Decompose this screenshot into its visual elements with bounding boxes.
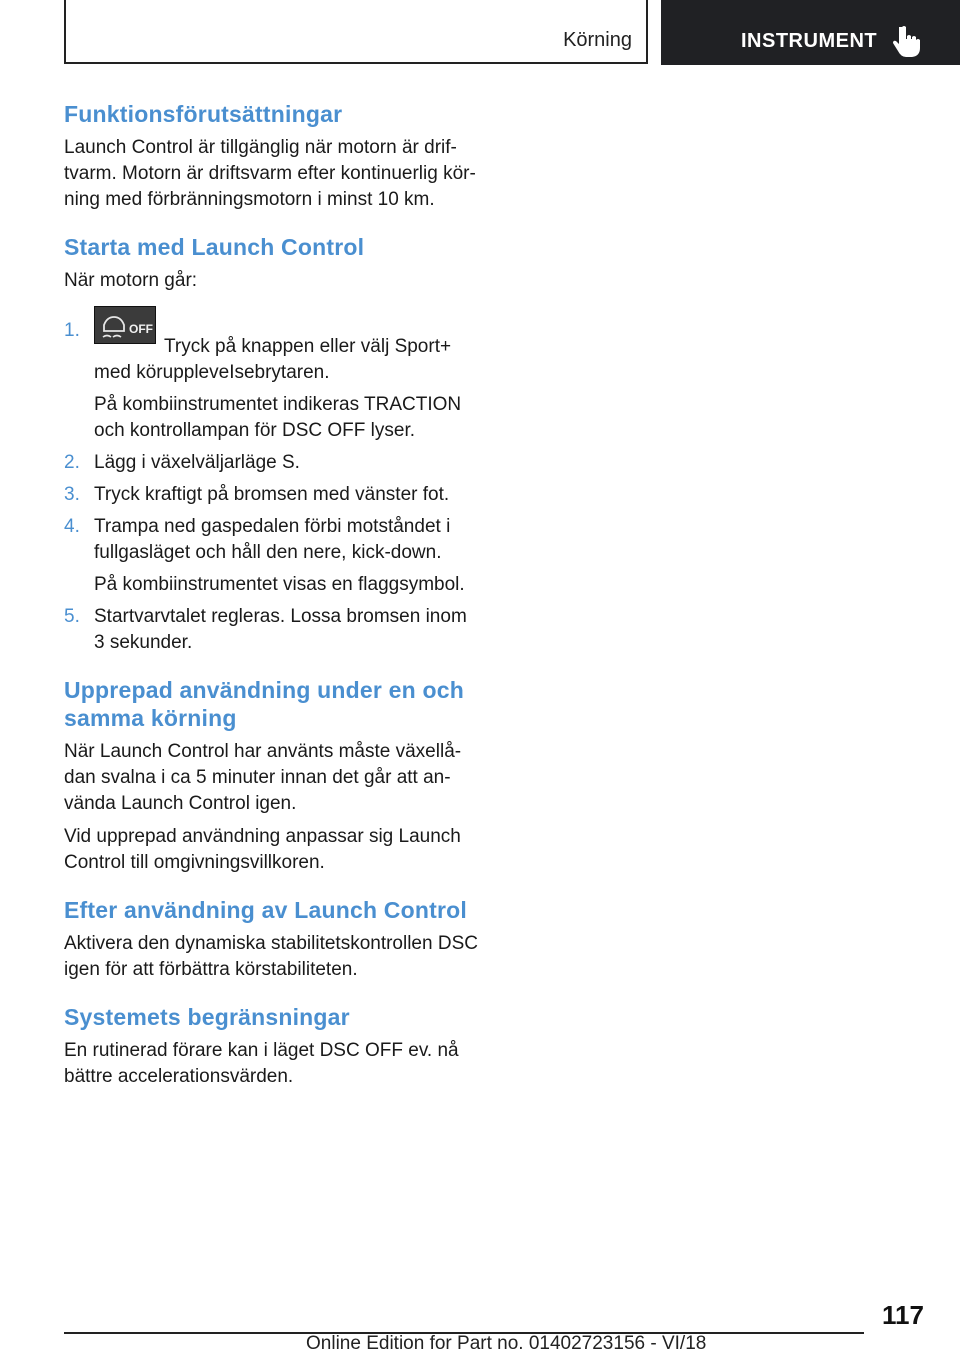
dsc-off-label: OFF (129, 322, 153, 336)
chapter-title: INSTRUMENT (741, 30, 878, 52)
section-system-limits (64, 1003, 484, 1090)
step-number: 1. (64, 320, 80, 341)
heading: Upprepad användning under en och samma körning (64, 677, 464, 731)
heading: Systemets begränsningar (64, 1004, 350, 1030)
list-item (64, 514, 484, 598)
step-number: 3. (64, 484, 80, 505)
list-item (64, 482, 484, 508)
step-text: Tryck kraftigt på bromsen med vänster fot. (94, 484, 450, 505)
section-repeated-use (64, 676, 484, 876)
step-text: Lägg i växelväljarläge S. (94, 452, 300, 473)
step-note: På kombiinstrumentet visas en flaggsymbol. (94, 574, 465, 595)
paragraph: När motorn går: (64, 270, 198, 291)
paragraph: Vid upprepad användning anpassar sig Launch Control till omgivningsvillkoren. (64, 826, 461, 873)
paragraph: Aktivera den dynamiska stabilitetskontrollen DSC igen för att förbättra körstabiliteten. (64, 933, 478, 980)
edition-note: Online Edition for Part no. 01402723156 - VI/18 (306, 1333, 707, 1354)
step-note: På kombiinstrumentet indikeras TRACTION och kontrollampan för DSC OFF lyser. (94, 394, 462, 441)
list-item (64, 318, 484, 444)
list-item (64, 604, 484, 656)
page-content (64, 100, 484, 1110)
paragraph: Launch Control är tillgänglig när motorn är drif- tvarm. Motorn är driftsvarm efter kontinuerlig kör- ning med förbränningsmotorn i minst 10 km. (64, 137, 476, 210)
step-number: 4. (64, 516, 80, 537)
section-functional-requirements (64, 100, 484, 213)
section-title: Körning (563, 29, 632, 51)
step-text: Trampa ned gaspedalen förbi motståndet i fullgasläget och håll den nere, kick-down. (94, 516, 451, 563)
header-chapter-box (661, 0, 960, 65)
heading: Efter användning av Launch Control (64, 897, 467, 923)
pointing-hand-icon (893, 25, 921, 57)
step-number: 5. (64, 606, 80, 627)
step-text: Startvarvtalet regleras. Lossa bromsen inom 3 sekunder. (94, 606, 467, 653)
header-section-box (64, 0, 648, 64)
heading: Funktionsförutsättningar (64, 101, 343, 127)
paragraph: En rutinerad förare kan i läget DSC OFF ev. nå bättre accelerationsvärden. (64, 1040, 459, 1087)
paragraph: När Launch Control har använts måste växellå- dan svalna i ca 5 minuter innan det går att an- vända Launch Control igen. (64, 741, 462, 814)
dsc-off-button-icon (94, 306, 156, 344)
step-number: 2. (64, 452, 80, 473)
step-text: Tryck på knappen eller välj Sport+ med köruppleveIsebrytaren. (94, 336, 452, 383)
section-after-use (64, 896, 484, 983)
heading: Starta med Launch Control (64, 234, 365, 260)
list-item (64, 450, 484, 476)
page-number: 117 (882, 1300, 924, 1330)
section-start-launch-control (64, 233, 484, 656)
steps-list (64, 318, 484, 656)
